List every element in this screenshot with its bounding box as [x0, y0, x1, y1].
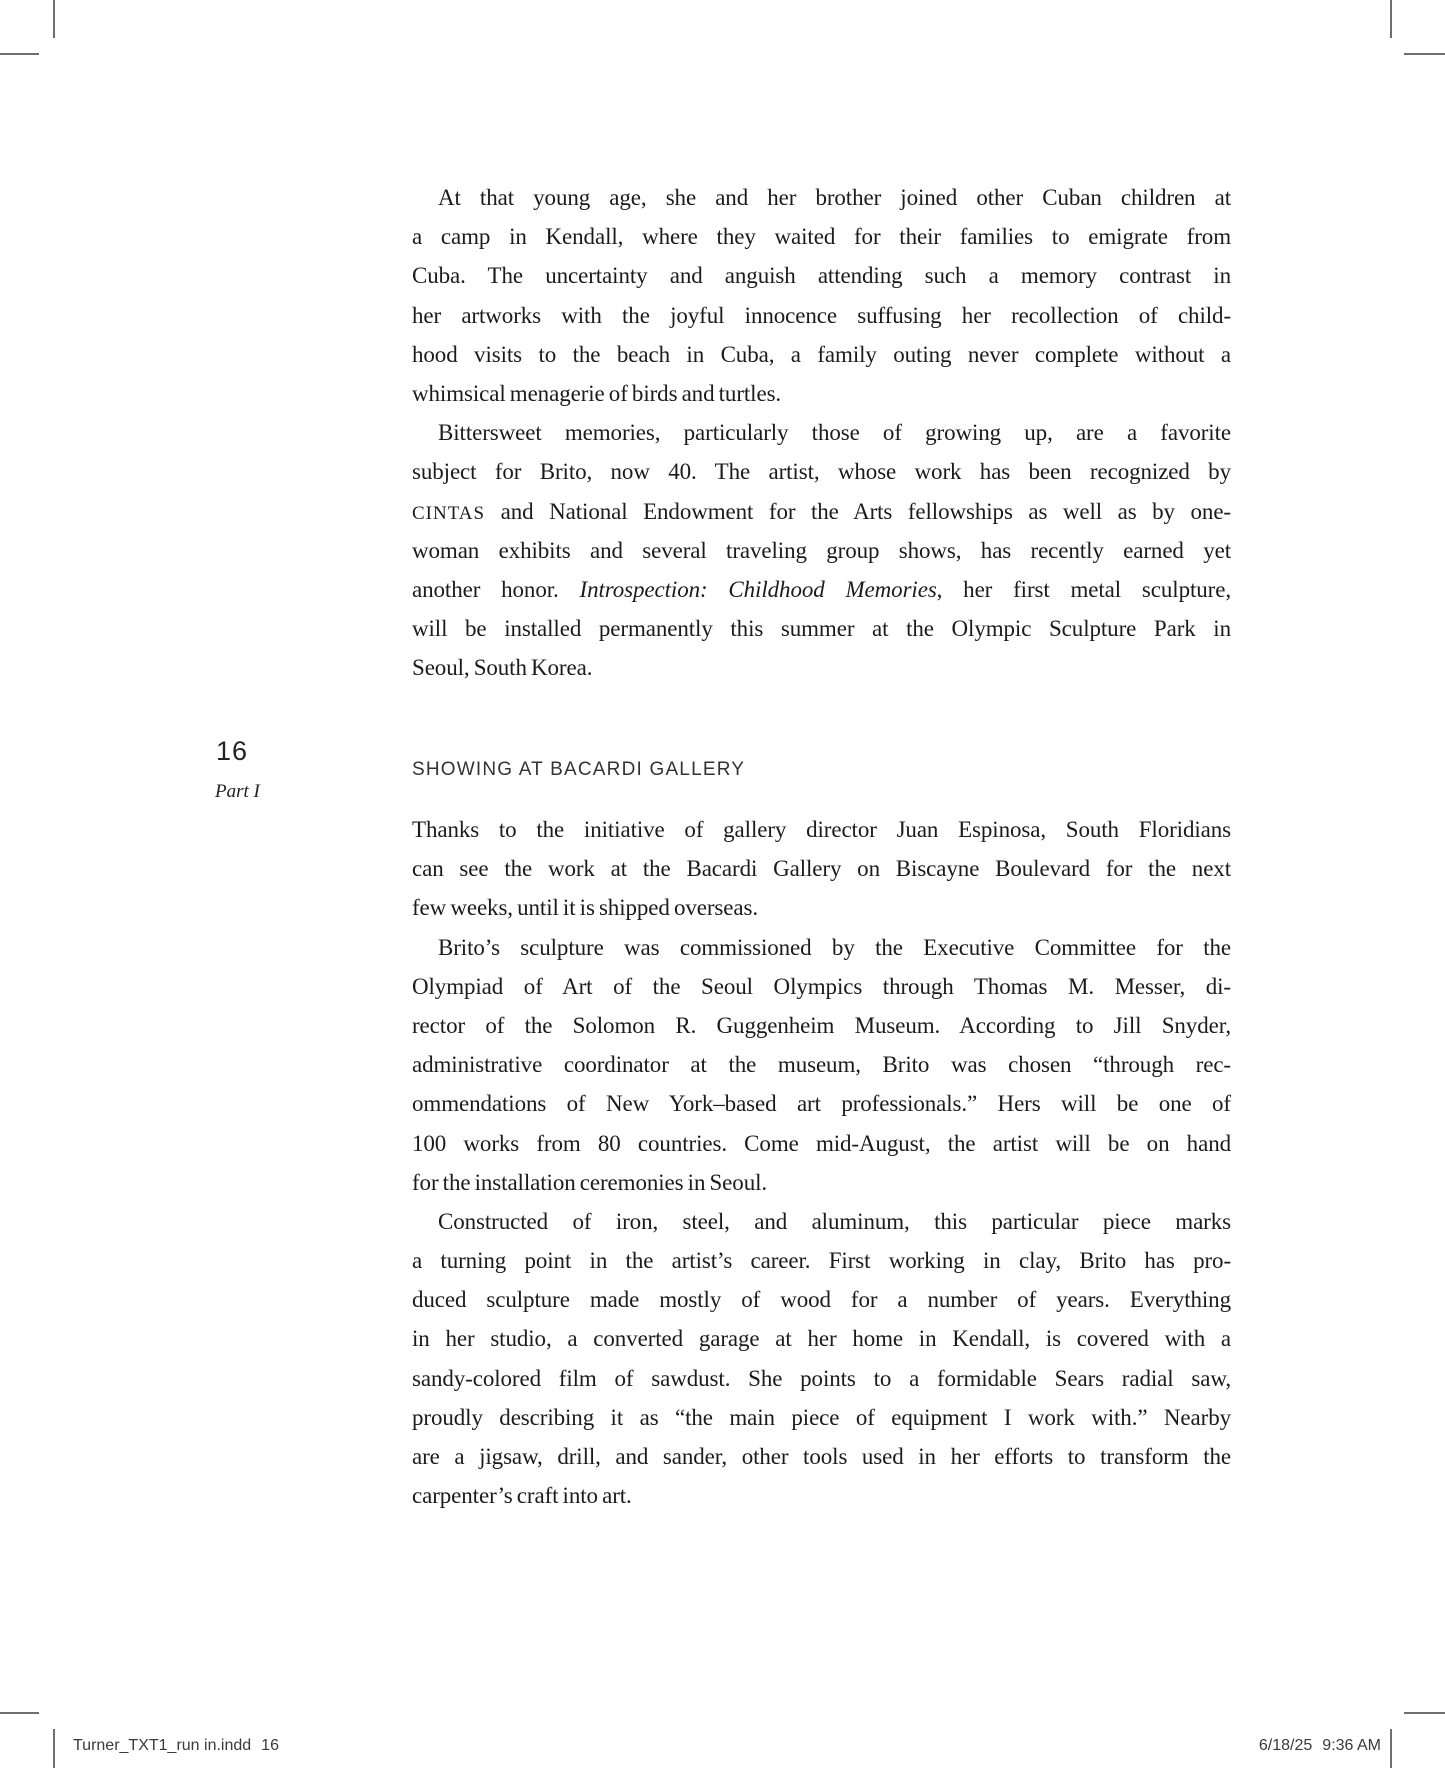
body-text-line: [412, 178, 1231, 217]
crop-mark-bottom-right-horizontal: [1404, 1712, 1445, 1714]
body-text-line: [412, 1280, 1231, 1319]
body-text-line: [412, 374, 1231, 413]
body-text-line: [412, 335, 1231, 374]
body-text-line: [412, 1241, 1231, 1280]
crop-mark-top-right-vertical: [1390, 0, 1392, 38]
body-text-line: [412, 413, 1231, 452]
body-text-line: [412, 492, 1231, 531]
footer-page-number: 16: [261, 1737, 279, 1754]
body-text: duced sculpture made mostly of wood for a number of years. Everything: [412, 1287, 1231, 1313]
body-text-line: [412, 1163, 1231, 1202]
body-text-block-2: [412, 810, 1231, 1515]
body-text: whimsical menagerie of birds and turtles.: [412, 380, 782, 406]
crop-mark-bottom-right-vertical: [1390, 1729, 1392, 1768]
body-text-line: [412, 1084, 1231, 1123]
body-text: sandy-colored film of sawdust. She points to a formidable Sears radial saw,: [412, 1365, 1231, 1391]
body-text: a camp in Kendall, where they waited for their families to emigrate from: [412, 224, 1231, 250]
body-text: 100 works from 80 countries. Come mid-August, the artist will be on hand: [412, 1130, 1231, 1156]
body-text-line: [412, 888, 1231, 927]
body-text: few weeks, until it is shipped overseas.: [412, 895, 758, 921]
crop-mark-top-right-horizontal: [1404, 53, 1445, 55]
body-text: woman exhibits and several traveling group shows, has recently earned yet: [412, 537, 1231, 563]
small-caps-text: CINTAS: [412, 502, 486, 524]
italic-text: Introspection: Childhood Memories: [579, 576, 937, 602]
body-text: can see the work at the Bacardi Gallery on Biscayne Boulevard for the next: [412, 856, 1231, 882]
body-text-line: [412, 609, 1231, 648]
footer-slug: [73, 1736, 279, 1755]
body-text-line: [412, 1202, 1231, 1241]
body-text-block-1: [412, 178, 1231, 687]
body-text: ommendations of New York–based art professionals.” Hers will be one of: [412, 1091, 1231, 1117]
body-text: Constructed of iron, steel, and aluminum, this particular piece marks: [438, 1208, 1231, 1234]
body-text-line: [412, 648, 1231, 687]
body-text: Cuba. The uncertainty and anguish attending such a memory contrast in: [412, 263, 1231, 289]
footer-filename: Turner_TXT1_run in.indd: [73, 1737, 252, 1754]
body-text: in her studio, a converted garage at her home in Kendall, is covered with a: [412, 1326, 1231, 1352]
body-text-line: [412, 217, 1231, 256]
body-text-line: [412, 531, 1231, 570]
body-text: Seoul, South Korea.: [412, 655, 593, 681]
body-text-line: [412, 849, 1231, 888]
body-text: a turning point in the artist’s career. First working in clay, Brito has pro-: [412, 1248, 1231, 1274]
page-number: 16: [216, 736, 249, 766]
body-text: and National Endowment for the Arts fellowships as well as by one-: [485, 498, 1231, 524]
body-text: hood visits to the beach in Cuba, a family outing never complete without a: [412, 341, 1231, 367]
footer-datetime: [1259, 1736, 1381, 1755]
body-text-line: [412, 452, 1231, 491]
body-text-line: [412, 1437, 1231, 1476]
body-text-line: [412, 1124, 1231, 1163]
body-text: Thanks to the initiative of gallery director Juan Espinosa, South Floridians: [412, 817, 1231, 842]
body-text-line: [412, 967, 1231, 1006]
body-text-line: [412, 1319, 1231, 1358]
body-text: are a jigsaw, drill, and sander, other tools used in her efforts to transform the: [412, 1444, 1231, 1469]
body-text-line: [412, 570, 1231, 609]
footer-date: 6/18/25: [1258, 1737, 1313, 1754]
footer-time: 9:36 AM: [1322, 1737, 1381, 1754]
body-text: will be installed permanently this summer at the Olympic Sculpture Park in: [412, 616, 1231, 642]
body-text-line: [412, 1006, 1231, 1045]
body-text-line: [412, 256, 1231, 295]
section-heading: SHOWING AT BACARDI GALLERY: [412, 759, 746, 780]
body-text-line: [412, 928, 1231, 967]
crop-mark-top-left-vertical: [53, 0, 55, 38]
body-text-line: [412, 1359, 1231, 1398]
body-text-line: [412, 810, 1231, 849]
body-text: At that young age, she and her brother joined other Cuban children at: [438, 185, 1231, 210]
body-text-line: [412, 1476, 1231, 1515]
crop-mark-bottom-left-vertical: [53, 1729, 55, 1768]
body-text: Olympiad of Art of the Seoul Olympics through Thomas M. Messer, di-: [412, 973, 1231, 999]
body-text: another honor.: [412, 576, 580, 602]
body-text: Bittersweet memories, particularly those of growing up, are a favorite: [438, 420, 1231, 446]
body-text-line: [412, 1398, 1231, 1437]
body-text: Brito’s sculpture was commissioned by the Executive Committee for the: [438, 934, 1231, 960]
body-text: for the installation ceremonies in Seoul.: [412, 1169, 768, 1195]
body-text: , her first metal sculpture,: [936, 576, 1231, 602]
part-label: Part I: [215, 781, 260, 802]
body-text: administrative coordinator at the museum, Brito was chosen “through rec-: [412, 1052, 1231, 1078]
body-text: proudly describing it as “the main piece of equipment I work with.” Nearby: [412, 1404, 1231, 1430]
body-text-line: [412, 296, 1231, 335]
body-text: her artworks with the joyful innocence suffusing her recollection of child-: [412, 302, 1231, 328]
crop-mark-bottom-left-horizontal: [0, 1712, 39, 1714]
body-text: carpenter’s craft into art.: [412, 1483, 632, 1509]
crop-mark-top-left-horizontal: [0, 53, 39, 55]
body-text: subject for Brito, now 40. The artist, whose work has been recognized by: [412, 459, 1231, 485]
body-text-line: [412, 1045, 1231, 1084]
body-text: rector of the Solomon R. Guggenheim Museum. According to Jill Snyder,: [412, 1012, 1231, 1038]
